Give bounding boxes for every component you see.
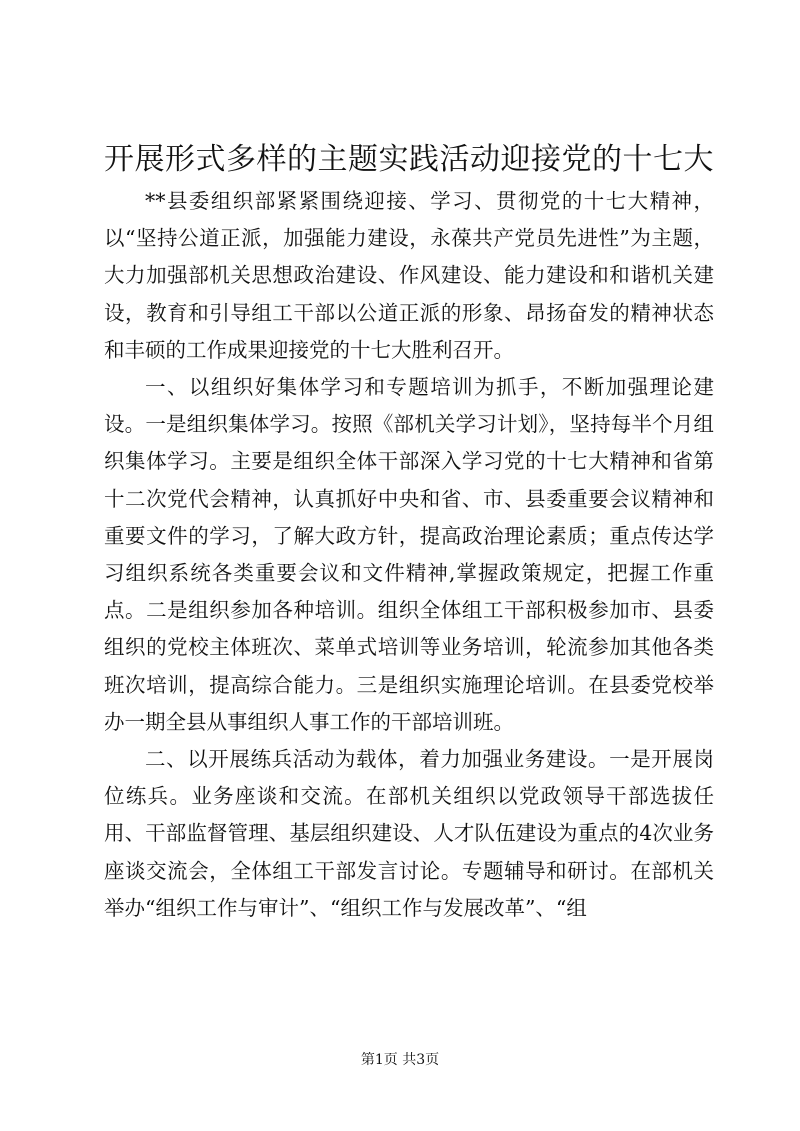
paragraph-theory-building: 一、以组织好集体学习和专题培训为抓手，不断加强理论建设。一是组织集体学习。按照《部机关学习计划》，坚持每半个月组织集体学习。主要是组织全体干部深入学习党的十七大精神和省第十二次党代会精神，认真抓好中央和省、市、县委重要会议精神和重要文件的学习，了解大政方针，提高政治理论素质；重点传达学习组织系统各类重要会议和文件精神,掌握政策规定，把握工作重点。二是组织参加各种培训。组织全体组工干部积极参加市、县委组织的党校主体班次、菜单式培训等业务培训，轮流参加其他各类班次培训，提高综合能力。三是组织实施理论培训。在县委党校举办一期全县从事组织人事工作的干部培训班。 <box>104 375 714 734</box>
page-number-footer: 第1页 共3页 <box>360 1052 440 1068</box>
paragraph-business-building: 二、以开展练兵活动为载体，着力加强业务建设。一是开展岗位练兵。业务座谈和交流。在部机关组织以党政领导干部选拔任用、干部监督管理、基层组织建设、人才队伍建设为重点的4次业务座谈交流会，全体组工干部发言讨论。专题辅导和研讨。在部机关举办“组织工作与审计”、“组织工作与发展改革”、“组 <box>104 747 714 920</box>
paragraph-intro: **县委组织部紧紧围绕迎接、学习、贯彻党的十七大精神，以“坚持公道正派，加强能力建设，永葆共产党员先进性”为主题，大力加强部机关思想政治建设、作风建设、能力建设和和谐机关建设，教育和引导组工干部以公道正派的形象、昂扬奋发的精神状态和丰硕的工作成果迎接党的十七大胜利召开。 <box>104 189 714 362</box>
document-title: 开展形式多样的主题实践活动迎接党的十七大 <box>104 142 714 177</box>
document-body <box>104 183 714 927</box>
